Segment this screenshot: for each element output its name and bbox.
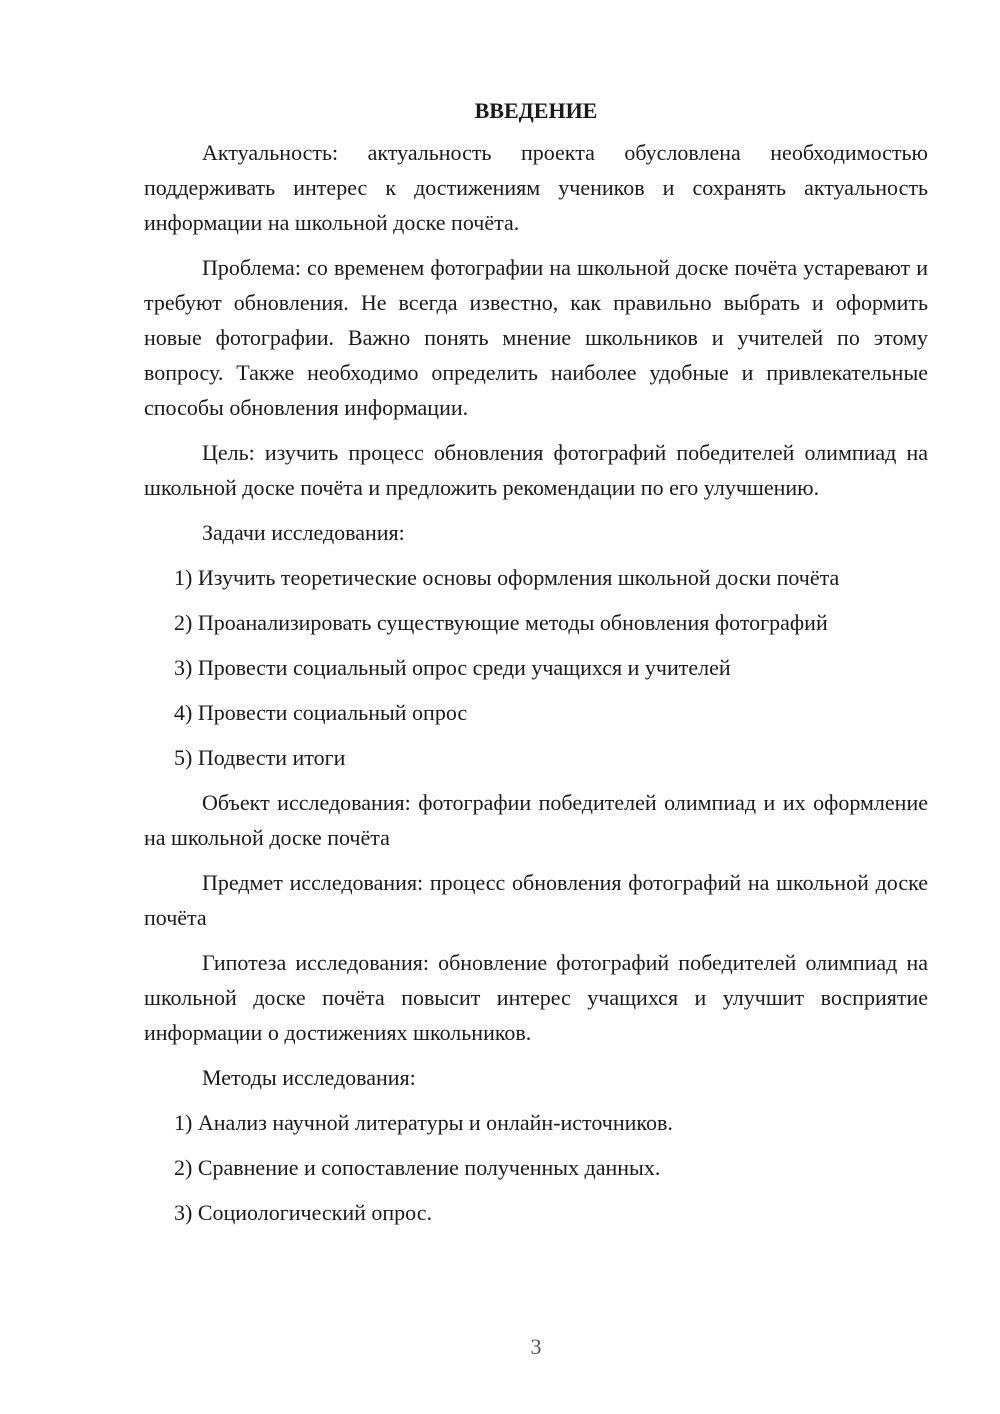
task-item: 1) Изучить теоретические основы оформления школьной доски почёта: [174, 565, 840, 590]
tasks-heading: Задачи исследования:: [202, 520, 405, 545]
subject-paragraph: Предмет исследования: процесс обновления фотографий на школьной доске почёта: [144, 870, 928, 930]
methods-list: [144, 1105, 928, 1230]
method-item: 3) Социологический опрос.: [174, 1200, 432, 1225]
page-number: 3: [530, 1334, 542, 1359]
tasks-list: [144, 560, 928, 775]
method-item: 2) Сравнение и сопоставление полученных данных.: [174, 1155, 661, 1180]
hypothesis-paragraph: Гипотеза исследования: обновление фотографий победителей олимпиад на школьной доске почёта повысит интерес учащихся и улучшит восприятие информации о достижениях школьников.: [144, 950, 928, 1045]
page-title: ВВЕДЕНИЕ: [474, 98, 598, 123]
problem-paragraph: Проблема: со временем фотографии на школьной доске почёта устаревают и требуют обновления. Не всегда известно, как правильно выбрать и оформить новые фотографии. Важно понять мнение школьников и учителей по этому вопросу. Также необходимо определить наиболее удобные и привлекательные способы обновления информации.: [144, 255, 928, 420]
task-item: 3) Провести социальный опрос среди учащихся и учителей: [174, 655, 731, 680]
task-item: 5) Подвести итоги: [174, 745, 346, 770]
object-paragraph: Объект исследования: фотографии победителей олимпиад и их оформление на школьной доске почёта: [144, 790, 928, 850]
method-item: 1) Анализ научной литературы и онлайн-источников.: [174, 1110, 673, 1135]
methods-heading: Методы исследования:: [202, 1065, 416, 1090]
relevance-paragraph: Актуальность: актуальность проекта обусловлена необходимостью поддерживать интерес к достижениям учеников и сохранять актуальность информации на школьной доске почёта.: [144, 140, 928, 235]
task-item: 4) Провести социальный опрос: [174, 700, 468, 725]
document-page: [144, 96, 928, 1240]
task-item: 2) Проанализировать существующие методы обновления фотографий: [174, 610, 828, 635]
goal-paragraph: Цель: изучить процесс обновления фотографий победителей олимпиад на школьной доске почёта и предложить рекомендации по его улучшению.: [144, 440, 928, 500]
